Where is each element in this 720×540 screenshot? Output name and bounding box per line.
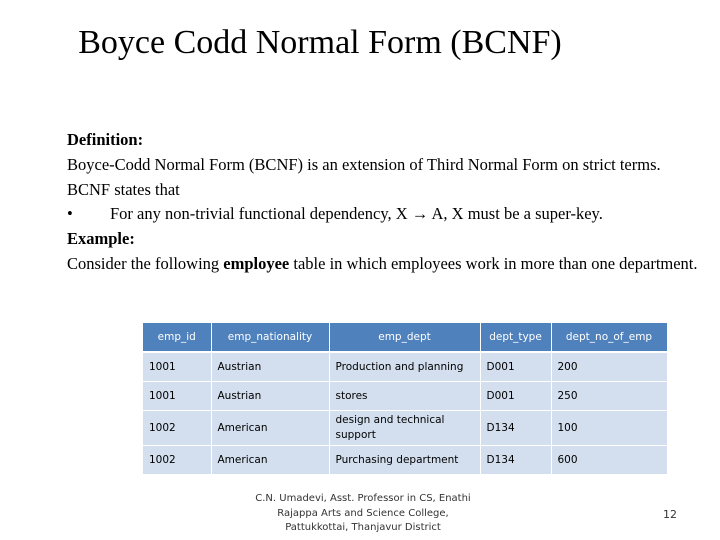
cell-dept-no-of-emp: 200 [551,352,667,382]
table-header-row [143,323,667,352]
table-row [143,446,667,475]
cell-emp-id: 1002 [143,446,211,475]
cell-emp-nationality: American [211,411,329,446]
bullet-dot: • [67,204,73,224]
bullet-item [67,202,717,227]
definition-text: Boyce-Codd Normal Form (BCNF) is an extension of Third Normal Form on strict terms. [67,154,661,174]
example-table-name: employee [223,253,290,273]
cell-dept-type: D134 [480,446,551,475]
cell-emp-dept: Production and planning [329,352,480,382]
cell-dept-no-of-emp: 600 [551,446,667,475]
header-emp-id: emp_id [143,323,211,352]
states-text: BCNF states that [67,179,180,199]
header-dept-type: dept_type [480,323,551,352]
definition-label: Definition: [67,130,144,149]
example-label: Example: [67,229,135,249]
cell-emp-nationality: Austrian [211,382,329,411]
slide-title: Boyce Codd Normal Form (BCNF) [78,24,562,61]
bullet-text: For any non-trivial functional dependency, X → A, X must be a super-key. [110,204,603,224]
cell-emp-id: 1001 [143,352,211,382]
header-emp-dept: emp_dept [329,323,480,352]
table-row [143,411,667,446]
cell-dept-type: D001 [480,382,551,411]
cell-emp-dept: Purchasing department [329,446,480,475]
cell-dept-no-of-emp: 250 [551,382,667,411]
header-emp-nationality: emp_nationality [211,323,329,352]
cell-emp-nationality: Austrian [211,352,329,382]
cell-emp-dept: design and technical support [329,411,480,446]
example-text [67,252,717,277]
cell-emp-id: 1001 [143,382,211,411]
cell-emp-id: 1002 [143,411,211,446]
slide-content [67,128,717,277]
cell-dept-no-of-emp: 100 [551,411,667,446]
cell-emp-dept: stores [329,382,480,411]
table-row [143,352,667,382]
example-text-end: table in which employees work in more than one department. [289,253,698,273]
table-row [143,382,667,411]
employee-table [143,323,668,475]
page-number: 12 [663,508,677,521]
slide-footer: C.N. Umadevi, Asst. Professor in CS, Enathi Rajappa Arts and Science College, Pattukkottai, Thanjavur District [255,493,471,533]
cell-emp-nationality: American [211,446,329,475]
example-text-start: Consider the following [67,253,224,273]
cell-dept-type: D001 [480,352,551,382]
cell-dept-type: D134 [480,411,551,446]
header-dept-no-of-emp: dept_no_of_emp [551,323,667,352]
